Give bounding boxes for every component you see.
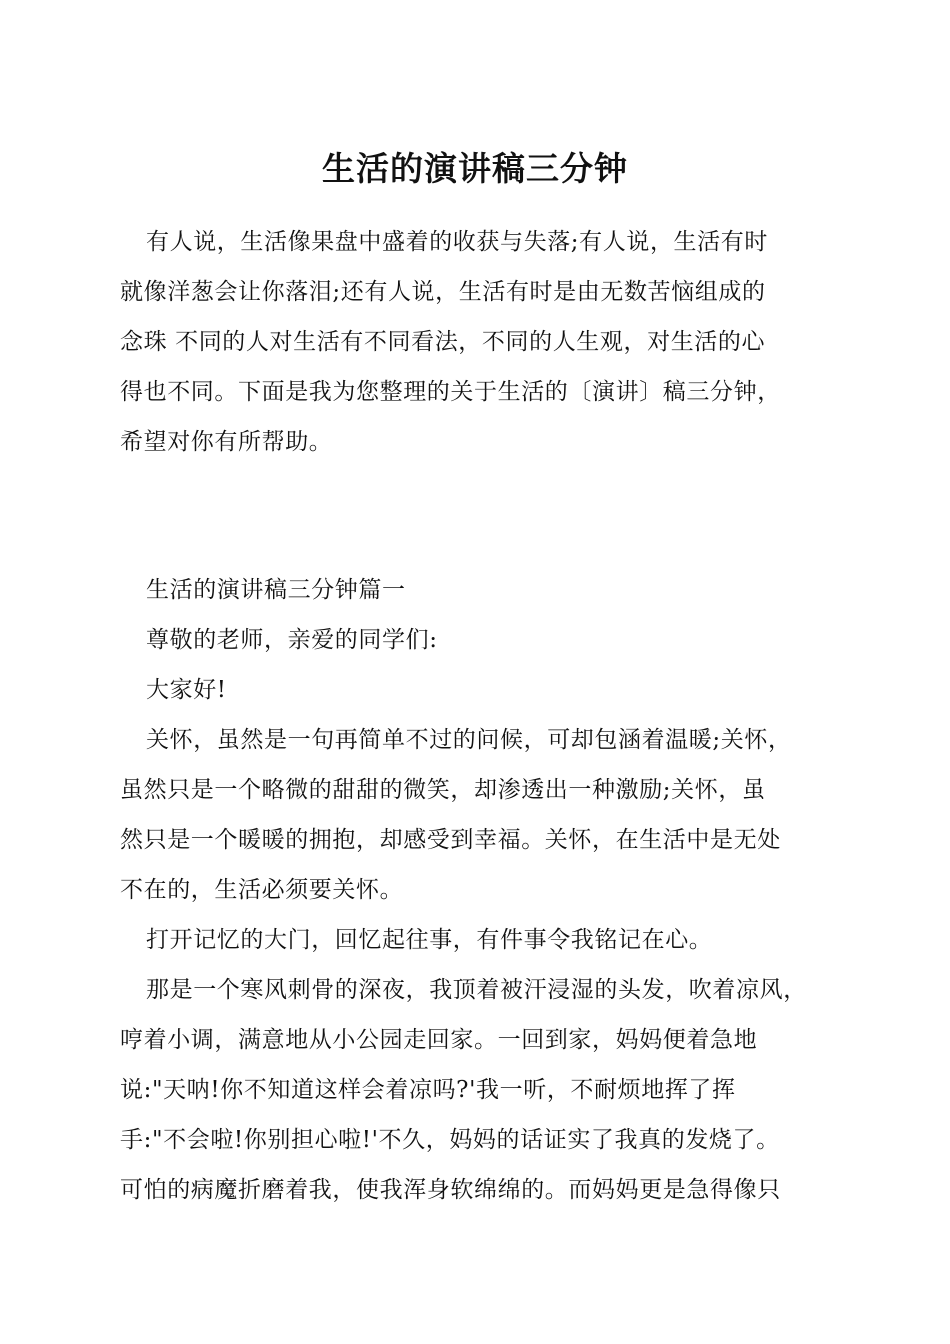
para1-line-3: 然只是一个暖暖的拥抱，却感受到幸福。关怀，在生活中是无处: [120, 827, 781, 853]
para1-line-1: 关怀，虽然是一句再简单不过的问候，可却包涵着温暖;关怀，: [146, 727, 792, 753]
salutation: 尊敬的老师，亲爱的同学们:: [146, 627, 438, 653]
para3-line-5: 可怕的病魔折磨着我，使我浑身软绵绵的。而妈妈更是急得像只: [120, 1177, 781, 1203]
para3-line-4: 手:"不会啦!你别担心啦!'不久，妈妈的话证实了我真的发烧了。: [120, 1127, 780, 1153]
para2-line-1: 打开记忆的大门，回忆起往事，有件事令我铭记在心。: [146, 927, 713, 953]
para3-line-2: 哼着小调，满意地从小公园走回家。一回到家，妈妈便着急地: [120, 1027, 758, 1053]
intro-line-4: 得也不同。下面是我为您整理的关于生活的〔演讲〕稿三分钟，: [120, 379, 781, 405]
para3-line-1: 那是一个寒风刺骨的深夜，我顶着被汗浸湿的头发，吹着凉风，: [146, 977, 807, 1003]
para1-line-2: 虽然只是一个略微的甜甜的微笑，却渗透出一种激励;关怀，虽: [120, 777, 766, 803]
greeting: 大家好!: [146, 677, 227, 703]
intro-line-3: 念珠 不同的人对生活有不同看法，不同的人生观，对生活的心: [120, 329, 766, 355]
para1-line-4: 不在的，生活必须要关怀。: [120, 877, 404, 903]
intro-line-2: 就像洋葱会让你落泪;还有人说，生活有时是由无数苦恼组成的: [120, 279, 766, 305]
intro-line-1: 有人说，生活像果盘中盛着的收获与失落;有人说，生活有时: [146, 229, 768, 255]
document-title: 生活的演讲稿三分钟: [322, 149, 628, 188]
section-heading: 生活的演讲稿三分钟篇一: [146, 577, 406, 603]
intro-line-5: 希望对你有所帮助。: [120, 429, 333, 455]
para3-line-3: 说:"天呐!你不知道这样会着凉吗?'我一听，不耐烦地挥了挥: [120, 1077, 736, 1103]
